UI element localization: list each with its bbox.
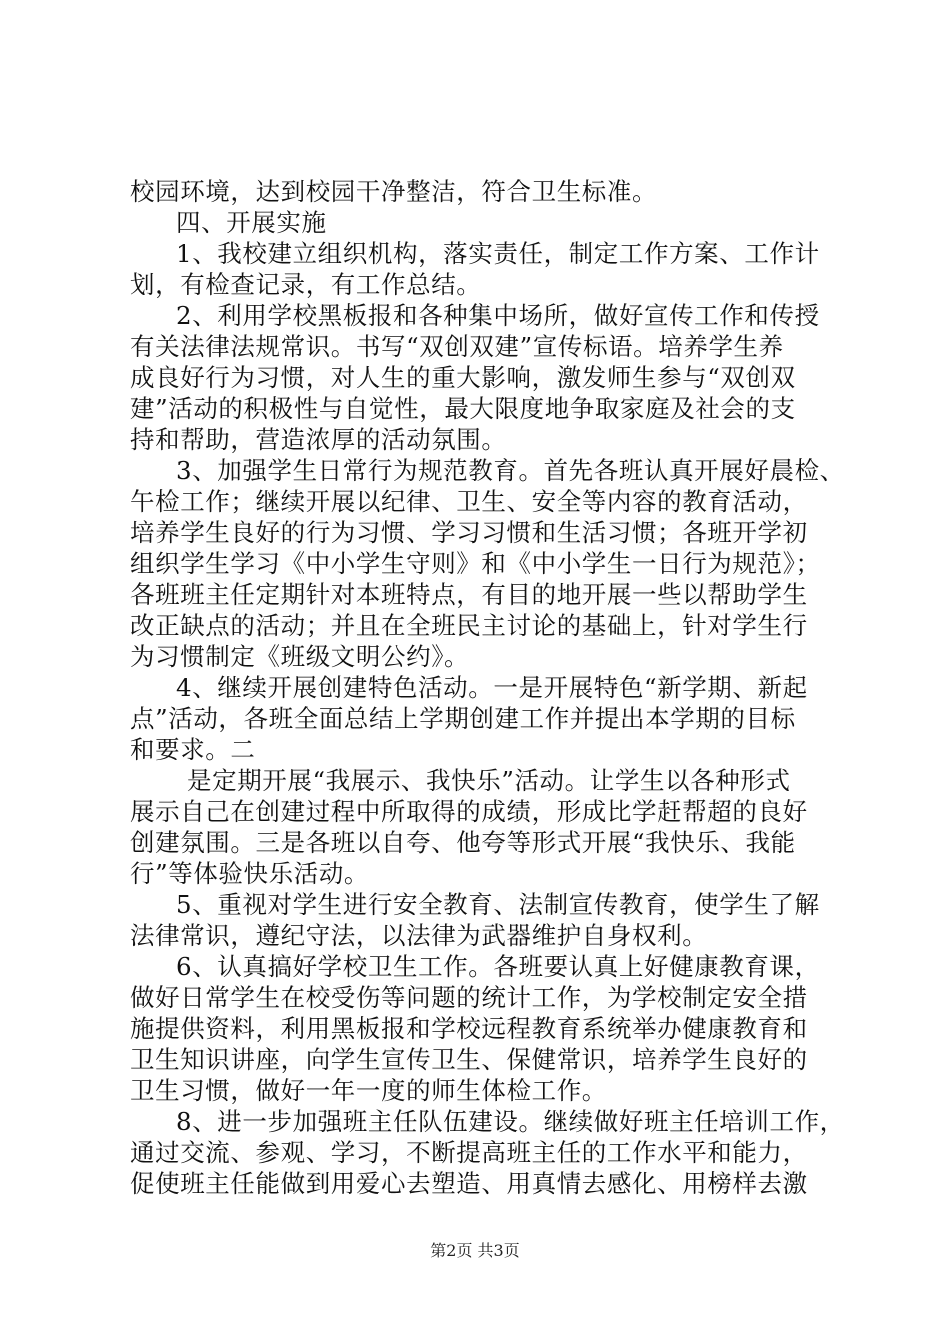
- text-line: 持和帮助，营造浓厚的活动氛围。: [130, 425, 507, 454]
- text-line: 做好日常学生在校受伤等问题的统计工作，为学校制定安全措: [130, 983, 808, 1012]
- text-line: 1、我校建立组织机构，落实责任，制定工作方案、工作计: [176, 239, 820, 268]
- text-line: 午检工作；继续开展以纪律、卫生、安全等内容的教育活动，: [130, 487, 808, 516]
- text-line: 促使班主任能做到用爱心去塑造、用真情去感化、用榜样去激: [130, 1169, 808, 1198]
- text-line: 通过交流、参观、学习，不断提高班主任的工作水平和能力，: [130, 1138, 808, 1167]
- text-line: 校园环境，达到校园干净整洁，符合卫生标准。: [130, 177, 658, 206]
- text-line: 组织学生学习《中小学生守则》和《中小学生一日行为规范》；: [130, 549, 821, 578]
- text-line: 卫生知识讲座，向学生宣传卫生、保健常识，培养学生良好的: [130, 1045, 808, 1074]
- text-line: 施提供资料，利用黑板报和学校远程教育系统举办健康教育和: [130, 1014, 808, 1043]
- text-line: 是定期开展“我展示、我快乐”活动。让学生以各种形式: [187, 766, 791, 795]
- text-line: 4、继续开展创建特色活动。一是开展特色“新学期、新起: [176, 673, 808, 702]
- text-line: 创建氛围。三是各班以自夸、他夸等形式开展“我快乐、我能: [130, 828, 796, 857]
- text-line: 行”等体验快乐活动。: [130, 859, 370, 888]
- text-line: 展示自己在创建过程中所取得的成绩，形成比学赶帮超的良好: [130, 797, 808, 826]
- text-line: 和要求。二: [130, 735, 256, 764]
- text-line: 8、进一步加强班主任队伍建设。继续做好班主任培训工作，: [176, 1107, 845, 1136]
- text-line: 划，有检查记录，有工作总结。: [130, 270, 482, 299]
- text-line: 2、利用学校黑板报和各种集中场所，做好宣传工作和传授: [176, 301, 820, 330]
- text-line: 成良好行为习惯，对人生的重大影响，激发师生参与“双创双: [130, 363, 796, 392]
- text-line: 3、加强学生日常行为规范教育。首先各班认真开展好晨检、: [176, 456, 845, 485]
- text-line: 各班班主任定期针对本班特点，有目的地开展一些以帮助学生: [130, 580, 808, 609]
- text-line: 卫生习惯，做好一年一度的师生体检工作。: [130, 1076, 607, 1105]
- section-heading: 四、开展实施: [176, 208, 327, 237]
- text-line: 法律常识，遵纪守法，以法律为武器维护自身权利。: [130, 921, 708, 950]
- page-number: 第2页 共3页: [430, 1241, 520, 1260]
- text-line: 5、重视对学生进行安全教育、法制宣传教育，使学生了解: [176, 890, 820, 919]
- text-line: 建”活动的积极性与自觉性，最大限度地争取家庭及社会的支: [130, 394, 796, 423]
- text-line: 改正缺点的活动；并且在全班民主讨论的基础上，针对学生行: [130, 611, 808, 640]
- text-line: 为习惯制定《班级文明公约》。: [130, 642, 470, 671]
- text-line: 培养学生良好的行为习惯、学习习惯和生活习惯；各班开学初: [130, 518, 808, 547]
- text-line: 6、认真搞好学校卫生工作。各班要认真上好健康教育课，: [176, 952, 820, 981]
- text-line: 有关法律法规常识。书写“双创双建”宣传标语。培养学生养: [130, 332, 784, 361]
- text-line: 点”活动，各班全面总结上学期创建工作并提出本学期的目标: [130, 704, 796, 733]
